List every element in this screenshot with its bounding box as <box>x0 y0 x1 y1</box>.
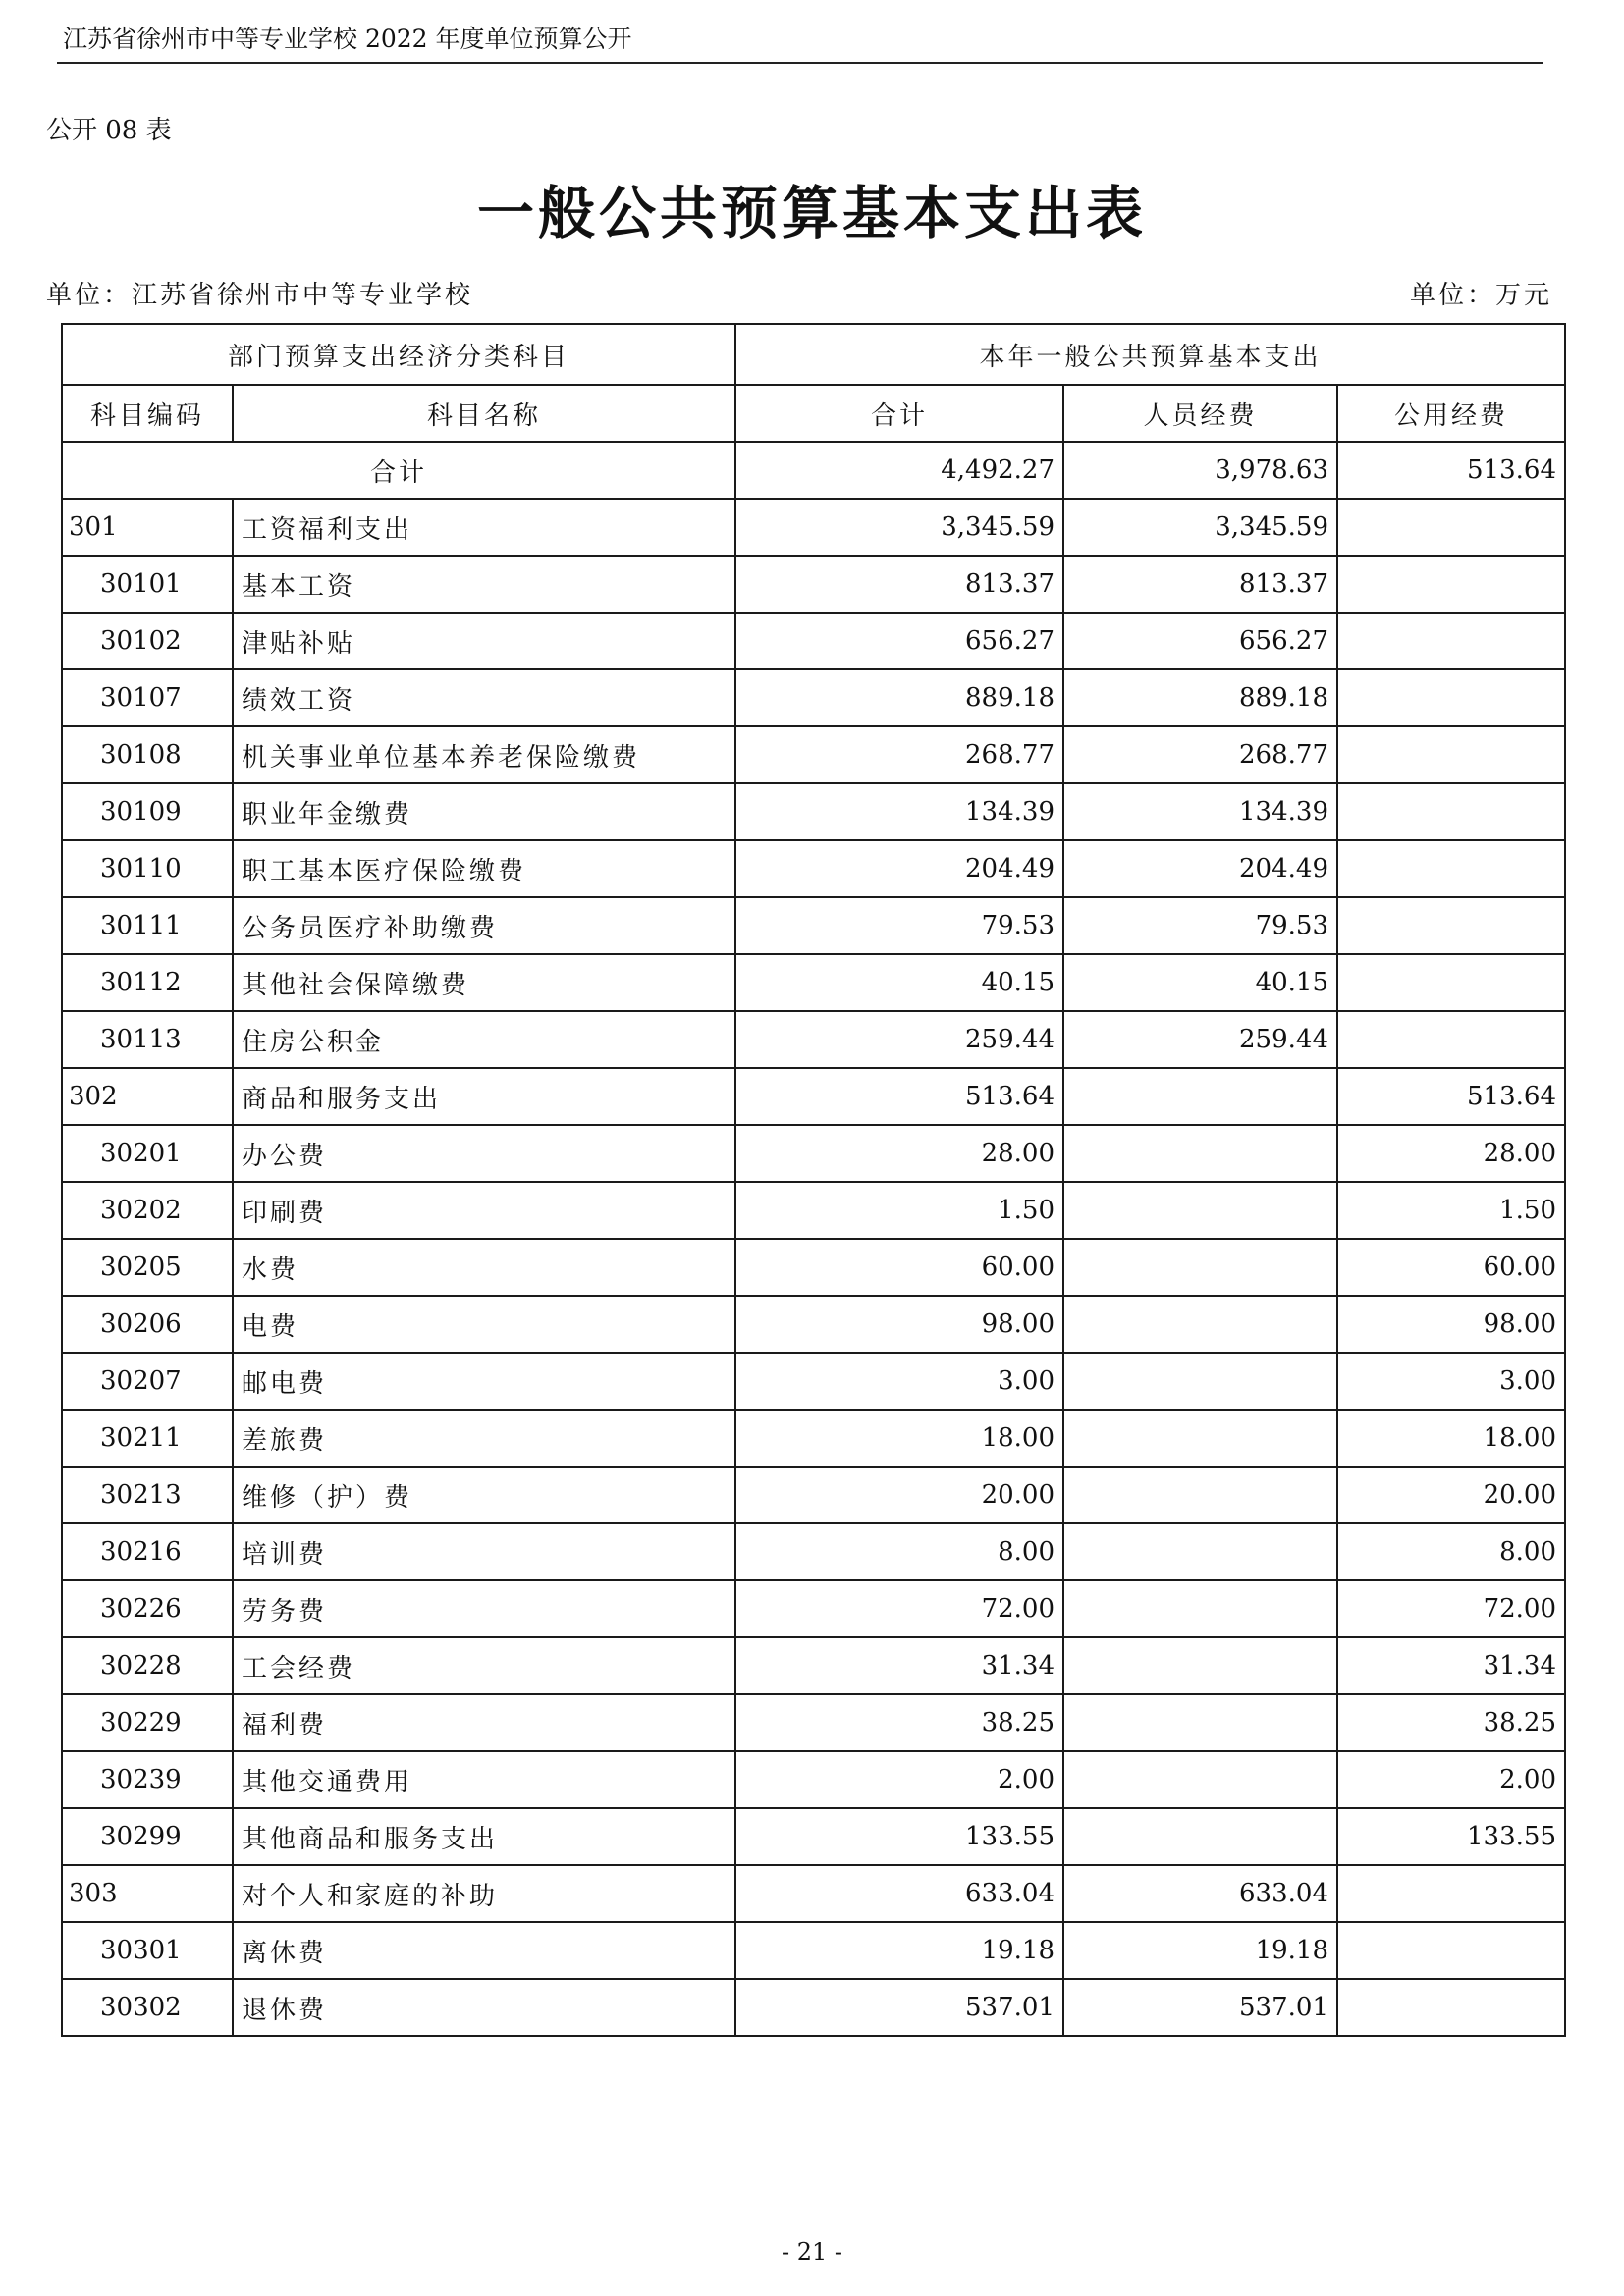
row-total: 133.55 <box>735 1808 1063 1865</box>
header-rule <box>57 62 1543 64</box>
row-name: 离休费 <box>233 1922 735 1979</box>
table-row <box>62 556 1565 613</box>
row-personnel: 79.53 <box>1063 897 1337 954</box>
table-row <box>62 1808 1565 1865</box>
page-title: 一般公共预算基本支出表 <box>476 180 1147 246</box>
table-row <box>62 1239 1565 1296</box>
unit-currency: 单位：万元 <box>1410 281 1553 310</box>
row-code: 30107 <box>62 669 233 726</box>
row-total: 1.50 <box>735 1182 1063 1239</box>
table-row <box>62 1979 1565 2036</box>
row-total: 19.18 <box>735 1922 1063 1979</box>
row-code: 30228 <box>62 1637 233 1694</box>
row-code: 30109 <box>62 783 233 840</box>
row-personnel <box>1063 1182 1337 1239</box>
group-header-left: 部门预算支出经济分类科目 <box>62 324 735 385</box>
row-total: 40.15 <box>735 954 1063 1011</box>
row-public <box>1337 840 1565 897</box>
table-row <box>62 1751 1565 1808</box>
row-personnel <box>1063 1467 1337 1523</box>
table-row <box>62 1011 1565 1068</box>
row-public: 20.00 <box>1337 1467 1565 1523</box>
row-personnel <box>1063 1694 1337 1751</box>
row-code: 303 <box>62 1865 233 1922</box>
row-public <box>1337 1922 1565 1979</box>
row-personnel <box>1063 1580 1337 1637</box>
total-personnel: 3,978.63 <box>1063 442 1337 499</box>
row-personnel <box>1063 1125 1337 1182</box>
row-code: 30229 <box>62 1694 233 1751</box>
row-public: 31.34 <box>1337 1637 1565 1694</box>
row-name: 其他商品和服务支出 <box>233 1808 735 1865</box>
row-personnel: 134.39 <box>1063 783 1337 840</box>
row-code: 30102 <box>62 613 233 669</box>
row-public <box>1337 783 1565 840</box>
row-code: 30112 <box>62 954 233 1011</box>
row-total: 8.00 <box>735 1523 1063 1580</box>
table-row <box>62 1467 1565 1523</box>
row-total: 98.00 <box>735 1296 1063 1353</box>
row-public <box>1337 613 1565 669</box>
table-row <box>62 1296 1565 1353</box>
row-public <box>1337 726 1565 783</box>
row-public: 8.00 <box>1337 1523 1565 1580</box>
row-code: 301 <box>62 499 233 556</box>
total-amount: 4,492.27 <box>735 442 1063 499</box>
header-row-group <box>62 324 1565 385</box>
row-public <box>1337 669 1565 726</box>
table-row <box>62 783 1565 840</box>
row-public: 98.00 <box>1337 1296 1565 1353</box>
row-public: 60.00 <box>1337 1239 1565 1296</box>
row-total: 134.39 <box>735 783 1063 840</box>
table-row <box>62 1410 1565 1467</box>
row-total: 60.00 <box>735 1239 1063 1296</box>
table-row <box>62 1523 1565 1580</box>
row-personnel: 537.01 <box>1063 1979 1337 2036</box>
row-public: 38.25 <box>1337 1694 1565 1751</box>
row-public: 1.50 <box>1337 1182 1565 1239</box>
row-personnel <box>1063 1751 1337 1808</box>
table-row <box>62 1580 1565 1637</box>
row-public <box>1337 1865 1565 1922</box>
row-code: 30211 <box>62 1410 233 1467</box>
row-personnel <box>1063 1410 1337 1467</box>
row-personnel <box>1063 1239 1337 1296</box>
row-personnel <box>1063 1523 1337 1580</box>
row-total: 204.49 <box>735 840 1063 897</box>
row-public <box>1337 1979 1565 2036</box>
row-name: 福利费 <box>233 1694 735 1751</box>
row-name: 住房公积金 <box>233 1011 735 1068</box>
row-personnel: 3,345.59 <box>1063 499 1337 556</box>
column-header-personnel: 人员经费 <box>1063 385 1337 442</box>
row-name: 对个人和家庭的补助 <box>233 1865 735 1922</box>
row-personnel: 19.18 <box>1063 1922 1337 1979</box>
row-code: 30108 <box>62 726 233 783</box>
header-row-columns <box>62 385 1565 442</box>
row-name: 维修（护）费 <box>233 1467 735 1523</box>
row-code: 30302 <box>62 1979 233 2036</box>
table-row <box>62 1865 1565 1922</box>
row-total: 28.00 <box>735 1125 1063 1182</box>
page-number: - 21 - <box>781 2238 842 2266</box>
row-code: 30205 <box>62 1239 233 1296</box>
row-name: 电费 <box>233 1296 735 1353</box>
table-row <box>62 1922 1565 1979</box>
row-public: 72.00 <box>1337 1580 1565 1637</box>
row-name: 职工基本医疗保险缴费 <box>233 840 735 897</box>
row-personnel: 889.18 <box>1063 669 1337 726</box>
table-row <box>62 1068 1565 1125</box>
row-name: 职业年金缴费 <box>233 783 735 840</box>
row-total: 813.37 <box>735 556 1063 613</box>
table-row <box>62 613 1565 669</box>
row-personnel: 204.49 <box>1063 840 1337 897</box>
column-header-name: 科目名称 <box>233 385 735 442</box>
column-header-code: 科目编码 <box>62 385 233 442</box>
group-header-right: 本年一般公共预算基本支出 <box>735 324 1565 385</box>
row-total: 2.00 <box>735 1751 1063 1808</box>
row-total: 513.64 <box>735 1068 1063 1125</box>
table-row <box>62 897 1565 954</box>
row-code: 30202 <box>62 1182 233 1239</box>
row-name: 水费 <box>233 1239 735 1296</box>
table-row <box>62 1694 1565 1751</box>
table-row <box>62 1637 1565 1694</box>
row-total: 18.00 <box>735 1410 1063 1467</box>
row-name: 其他社会保障缴费 <box>233 954 735 1011</box>
row-total: 72.00 <box>735 1580 1063 1637</box>
row-code: 30207 <box>62 1353 233 1410</box>
row-total: 656.27 <box>735 613 1063 669</box>
row-total: 31.34 <box>735 1637 1063 1694</box>
total-public: 513.64 <box>1337 442 1565 499</box>
row-code: 30216 <box>62 1523 233 1580</box>
total-row <box>62 442 1565 499</box>
row-public: 18.00 <box>1337 1410 1565 1467</box>
row-personnel: 633.04 <box>1063 1865 1337 1922</box>
table-row <box>62 1353 1565 1410</box>
row-total: 633.04 <box>735 1865 1063 1922</box>
row-total: 537.01 <box>735 1979 1063 2036</box>
row-total: 20.00 <box>735 1467 1063 1523</box>
row-name: 机关事业单位基本养老保险缴费 <box>233 726 735 783</box>
row-code: 302 <box>62 1068 233 1125</box>
table-row <box>62 726 1565 783</box>
row-code: 30301 <box>62 1922 233 1979</box>
row-code: 30113 <box>62 1011 233 1068</box>
row-total: 3.00 <box>735 1353 1063 1410</box>
row-code: 30206 <box>62 1296 233 1353</box>
row-code: 30226 <box>62 1580 233 1637</box>
row-name: 津贴补贴 <box>233 613 735 669</box>
row-personnel <box>1063 1353 1337 1410</box>
row-name: 其他交通费用 <box>233 1751 735 1808</box>
row-total: 3,345.59 <box>735 499 1063 556</box>
row-personnel: 656.27 <box>1063 613 1337 669</box>
row-public <box>1337 897 1565 954</box>
row-personnel: 40.15 <box>1063 954 1337 1011</box>
table-row <box>62 1125 1565 1182</box>
row-name: 商品和服务支出 <box>233 1068 735 1125</box>
row-total: 38.25 <box>735 1694 1063 1751</box>
running-header: 江苏省徐州市中等专业学校 2022 年度单位预算公开 <box>63 25 632 53</box>
budget-table <box>61 323 1566 2037</box>
row-personnel: 259.44 <box>1063 1011 1337 1068</box>
unit-organization: 单位：江苏省徐州市中等专业学校 <box>46 281 474 310</box>
table-row <box>62 954 1565 1011</box>
row-public: 28.00 <box>1337 1125 1565 1182</box>
row-public: 3.00 <box>1337 1353 1565 1410</box>
table-row <box>62 840 1565 897</box>
row-code: 30299 <box>62 1808 233 1865</box>
row-code: 30110 <box>62 840 233 897</box>
row-public <box>1337 556 1565 613</box>
row-name: 公务员医疗补助缴费 <box>233 897 735 954</box>
row-code: 30213 <box>62 1467 233 1523</box>
row-name: 邮电费 <box>233 1353 735 1410</box>
column-header-total: 合计 <box>735 385 1063 442</box>
row-personnel: 813.37 <box>1063 556 1337 613</box>
row-personnel <box>1063 1808 1337 1865</box>
row-personnel <box>1063 1296 1337 1353</box>
row-name: 工会经费 <box>233 1637 735 1694</box>
row-total: 79.53 <box>735 897 1063 954</box>
row-public: 513.64 <box>1337 1068 1565 1125</box>
row-name: 印刷费 <box>233 1182 735 1239</box>
row-public <box>1337 1011 1565 1068</box>
row-personnel <box>1063 1068 1337 1125</box>
row-total: 268.77 <box>735 726 1063 783</box>
row-name: 退休费 <box>233 1979 735 2036</box>
row-code: 30101 <box>62 556 233 613</box>
row-code: 30239 <box>62 1751 233 1808</box>
row-name: 培训费 <box>233 1523 735 1580</box>
row-public: 133.55 <box>1337 1808 1565 1865</box>
row-name: 基本工资 <box>233 556 735 613</box>
table-number: 公开 08 表 <box>46 116 172 145</box>
column-header-public: 公用经费 <box>1337 385 1565 442</box>
row-name: 工资福利支出 <box>233 499 735 556</box>
row-total: 259.44 <box>735 1011 1063 1068</box>
row-code: 30111 <box>62 897 233 954</box>
row-public: 2.00 <box>1337 1751 1565 1808</box>
total-label: 合计 <box>62 442 735 499</box>
row-public <box>1337 954 1565 1011</box>
row-personnel <box>1063 1637 1337 1694</box>
row-personnel: 268.77 <box>1063 726 1337 783</box>
row-name: 劳务费 <box>233 1580 735 1637</box>
row-name: 绩效工资 <box>233 669 735 726</box>
row-code: 30201 <box>62 1125 233 1182</box>
row-name: 差旅费 <box>233 1410 735 1467</box>
row-name: 办公费 <box>233 1125 735 1182</box>
row-public <box>1337 499 1565 556</box>
row-total: 889.18 <box>735 669 1063 726</box>
table-row <box>62 499 1565 556</box>
table-row <box>62 669 1565 726</box>
table-row <box>62 1182 1565 1239</box>
